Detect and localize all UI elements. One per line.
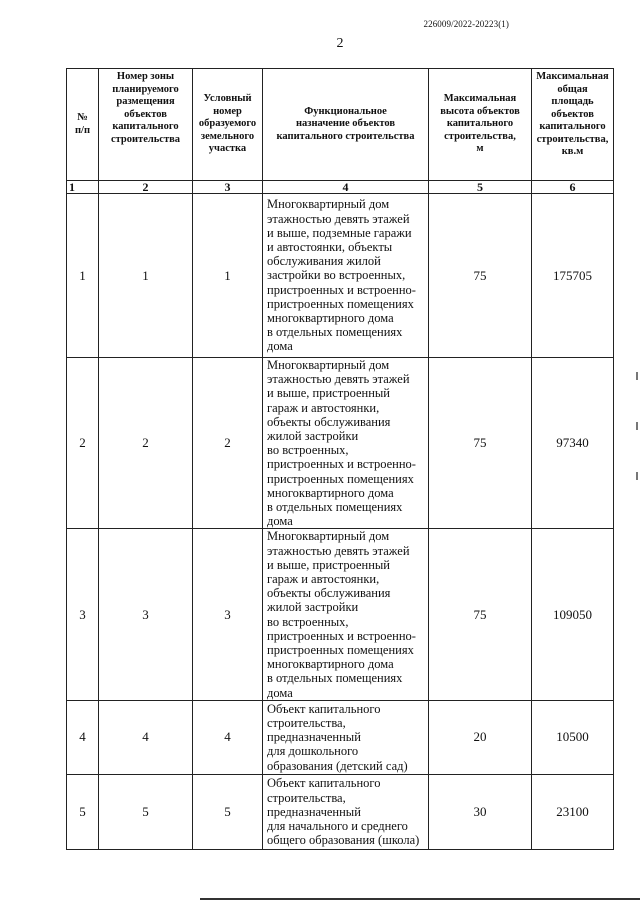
cell-area: 109050	[532, 529, 614, 700]
cell-area: 97340	[532, 358, 614, 529]
cell-zone: 5	[99, 774, 193, 849]
scan-edge-mark	[636, 422, 638, 430]
column-number: 6	[532, 181, 614, 194]
cell-area: 23100	[532, 774, 614, 849]
cell-no: 2	[67, 358, 99, 529]
cell-no: 5	[67, 774, 99, 849]
column-number: 5	[429, 181, 532, 194]
cell-zone: 2	[99, 358, 193, 529]
cell-no: 3	[67, 529, 99, 700]
table-row	[67, 700, 614, 774]
cell-purpose: Объект капитального строительства, предназначенный для начального и среднего общего образования (школа)	[263, 774, 429, 849]
scan-edge-line	[200, 898, 640, 900]
cell-height: 75	[429, 194, 532, 358]
column-number: 2	[99, 181, 193, 194]
table-row	[67, 529, 614, 700]
cell-height: 75	[429, 358, 532, 529]
document-number: 226009/2022-20223(1)	[423, 19, 509, 29]
cell-zone: 3	[99, 529, 193, 700]
table-row	[67, 194, 614, 358]
cell-area: 175705	[532, 194, 614, 358]
header-row	[67, 69, 614, 181]
scan-edge-mark	[636, 372, 638, 380]
cell-plot: 2	[193, 358, 263, 529]
header-no: № п/п	[67, 69, 99, 181]
cell-purpose: Многоквартирный дом этажностью девять этажей и выше, пристроенный гараж и автостоянки, объекты обслуживания жилой застройки во встроенных, пристроенных и встроенно- пристроенных помещениях многоквартирного дома в отдельных помещениях дома	[263, 358, 429, 529]
header-purpose: Функциональное назначение объектов капитального строительства	[263, 69, 429, 181]
cell-area: 10500	[532, 700, 614, 774]
page-number: 2	[336, 36, 344, 51]
header-zone: Номер зоны планируемого размещения объектов капитального строительства	[99, 69, 193, 181]
cell-height: 30	[429, 774, 532, 849]
column-number: 1	[67, 181, 99, 194]
header-plot: Условный номер образуемого земельного участка	[193, 69, 263, 181]
cell-zone: 1	[99, 194, 193, 358]
cell-purpose: Многоквартирный дом этажностью девять этажей и выше, подземные гаражи и автостоянки, объекты обслуживания жилой застройки во встроенных, пристроенных и встроенно- пристроенных помещениях многоквартирного дома в отдельных помещениях дома	[263, 194, 429, 358]
objects-table	[66, 68, 614, 850]
cell-no: 1	[67, 194, 99, 358]
scan-edge-mark	[636, 472, 638, 480]
cell-plot: 3	[193, 529, 263, 700]
column-number: 4	[263, 181, 429, 194]
table-row	[67, 774, 614, 849]
cell-plot: 5	[193, 774, 263, 849]
header-area: Максимальная общая площадь объектов капитального строительства, кв.м	[532, 69, 614, 181]
cell-plot: 4	[193, 700, 263, 774]
cell-plot: 1	[193, 194, 263, 358]
table-row	[67, 358, 614, 529]
cell-height: 75	[429, 529, 532, 700]
cell-zone: 4	[99, 700, 193, 774]
cell-purpose: Многоквартирный дом этажностью девять этажей и выше, пристроенный гараж и автостоянки, объекты обслуживания жилой застройки во встроенных, пристроенных и встроенно- пристроенных помещениях многоквартирного дома в отдельных помещениях дома	[263, 529, 429, 700]
cell-purpose: Объект капитального строительства, предназначенный для дошкольного образования (детский сад)	[263, 700, 429, 774]
header-height: Максимальная высота объектов капитального строительства, м	[429, 69, 532, 181]
column-number: 3	[193, 181, 263, 194]
cell-no: 4	[67, 700, 99, 774]
column-number-row	[67, 181, 614, 194]
cell-height: 20	[429, 700, 532, 774]
